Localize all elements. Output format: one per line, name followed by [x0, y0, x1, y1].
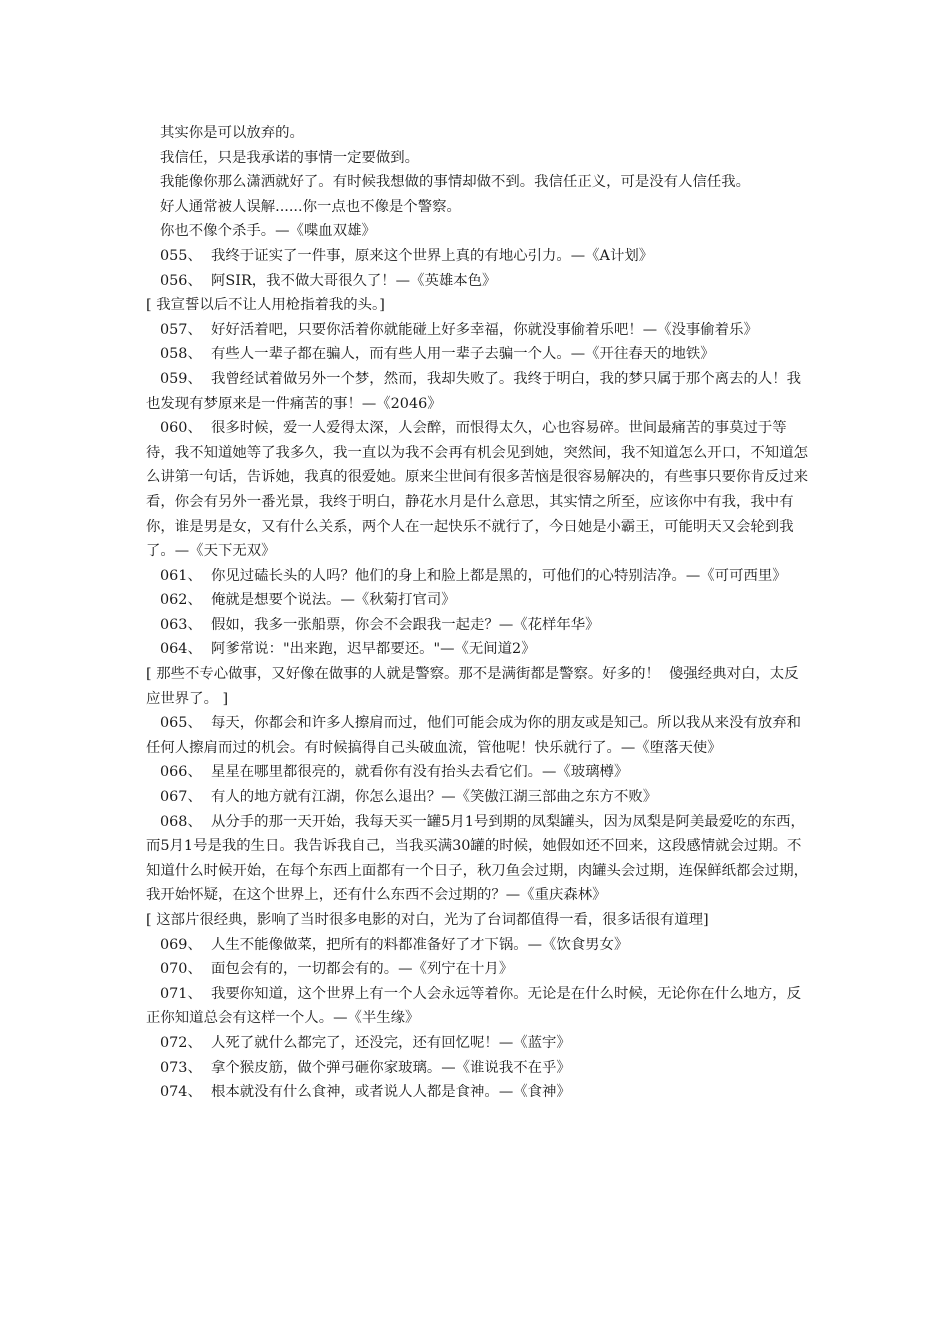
dialogue-line: 我能像你那么潇洒就好了。有时候我想做的事情却做不到。我信任正义，可是没有人信任我。: [160, 174, 751, 191]
quote-entry: 059、 我曾经试着做另外一个梦，然而，我却失败了。我终于明白，我的梦只属于那个离去的人！我也发现有梦原来是一件痛苦的事！—《2046》: [146, 370, 802, 412]
quote-entry: 060、 很多时候，爱一人爱得太深，人会醉，而恨得太久，心也容易碎。世间最痛苦的事莫过于等待，我不知道她等了我多久，我一直以为我不会再有机会见到她，突然间，我不知道怎么开口，不知道怎么讲第一句话，告诉她，我真的很爱她。原来尘世间有很多苦恼是很容易解决的，有些事只要你肯反过来看，你会有另外一番光景，我终于明白，静花水月是什么意思，其实情之所至，应该你中有我，我中有你，谁是男是女，又有什么关系，两个人在一起快乐不就行了，今日她是小霸王，可能明天又会轮到我了。—《天下无双》: [146, 420, 808, 560]
dialogue-line: 你也不像个杀手。—《喋血双雄》: [160, 223, 376, 240]
quote-entry: 066、 星星在哪里都很亮的，就看你有没有抬头去看它们。—《玻璃樽》: [160, 764, 629, 781]
comment-paragraph: [ 我宣誓以后不让人用枪指着我的头。]: [146, 297, 385, 314]
quote-entry: 055、 我终于证实了一件事，原来这个世界上真的有地心引力。—《A计划》: [160, 247, 654, 264]
quote-entry: 058、 有些人一辈子都在骗人，而有些人用一辈子去骗一个人。—《开往春天的地铁》: [160, 346, 715, 363]
quote-entry: 067、 有人的地方就有江湖，你怎么退出？—《笑傲江湖三部曲之东方不败》: [160, 789, 658, 806]
quote-entry: 063、 假如，我多一张船票，你会不会跟我一起走？—《花样年华》: [160, 616, 600, 633]
quote-entry: 072、 人死了就什么都完了，还没完，还有回忆呢！—《蓝宇》: [160, 1034, 571, 1051]
document-body: [146, 121, 810, 1105]
dialogue-line: 好人通常被人误解......你一点也不像是个警察。: [160, 198, 461, 215]
quote-entry: 074、 根本就没有什么食神，或者说人人都是食神。—《食神》: [160, 1084, 571, 1101]
comment-paragraph: [ 那些不专心做事，又好像在做事的人就是警察。那不是满街都是警察。好多的！ 傻强经典对白，太反应世界了。 ]: [146, 666, 799, 707]
quote-entry: 061、 你见过磕长头的人吗？他们的身上和脸上都是黑的，可他们的心特别洁净。—《可可西里》: [160, 567, 787, 584]
quote-entry: 056、 阿SIR，我不做大哥很久了！—《英雄本色》: [160, 272, 497, 289]
quote-entry: 073、 拿个猴皮筋，做个弹弓砸你家玻璃。—《谁说我不在乎》: [160, 1059, 571, 1076]
quote-entry: 068、 从分手的那一天开始，我每天买一罐5月1号到期的凤梨罐头，因为凤梨是阿美最爱吃的东西，而5月1号是我的生日。我告诉我自己，当我买满30罐的时候，她假如还不回来，这段感情就会过期。不知道什么时候开始，在每个东西上面都有一个日子，秋刀鱼会过期，肉罐头会过期，连保鲜纸都会过期，我开始怀疑，在这个世界上，还有什么东西不会过期的？—《重庆森林》: [146, 813, 808, 904]
quote-entry: 064、 阿爹常说："出来跑，迟早都要还。"—《无间道2》: [160, 641, 536, 658]
quote-entry: 070、 面包会有的，一切都会有的。—《列宁在十月》: [160, 961, 514, 978]
quote-entry: 071、 我要你知道，这个世界上有一个人会永远等着你。无论是在什么时候，无论你在什么地方，反正你知道总会有这样一个人。—《半生缘》: [146, 985, 802, 1027]
quote-entry: 065、 每天，你都会和许多人擦肩而过，他们可能会成为你的朋友或是知己。所以我从来没有放弃和任何人擦肩而过的机会。有时候搞得自己头破血流，管他呢！快乐就行了。—《堕落天使》: [146, 715, 802, 756]
comment-paragraph: [ 这部片很经典，影响了当时很多电影的对白，光为了台词都值得一看，很多话很有道理]: [146, 912, 709, 928]
quote-entry: 062、 俺就是想要个说法。—《秋菊打官司》: [160, 592, 456, 609]
dialogue-line: 我信任，只是我承诺的事情一定要做到。: [160, 149, 420, 166]
quote-entry: 057、 好好活着吧，只要你活着你就能碰上好多幸福，你就没事偷着乐吧！—《没事偷着乐》: [160, 321, 758, 338]
quote-entry: 069、 人生不能像做菜，把所有的料都准备好了才下锅。—《饮食男女》: [160, 936, 629, 953]
dialogue-line: 其实你是可以放弃的。: [160, 125, 304, 141]
